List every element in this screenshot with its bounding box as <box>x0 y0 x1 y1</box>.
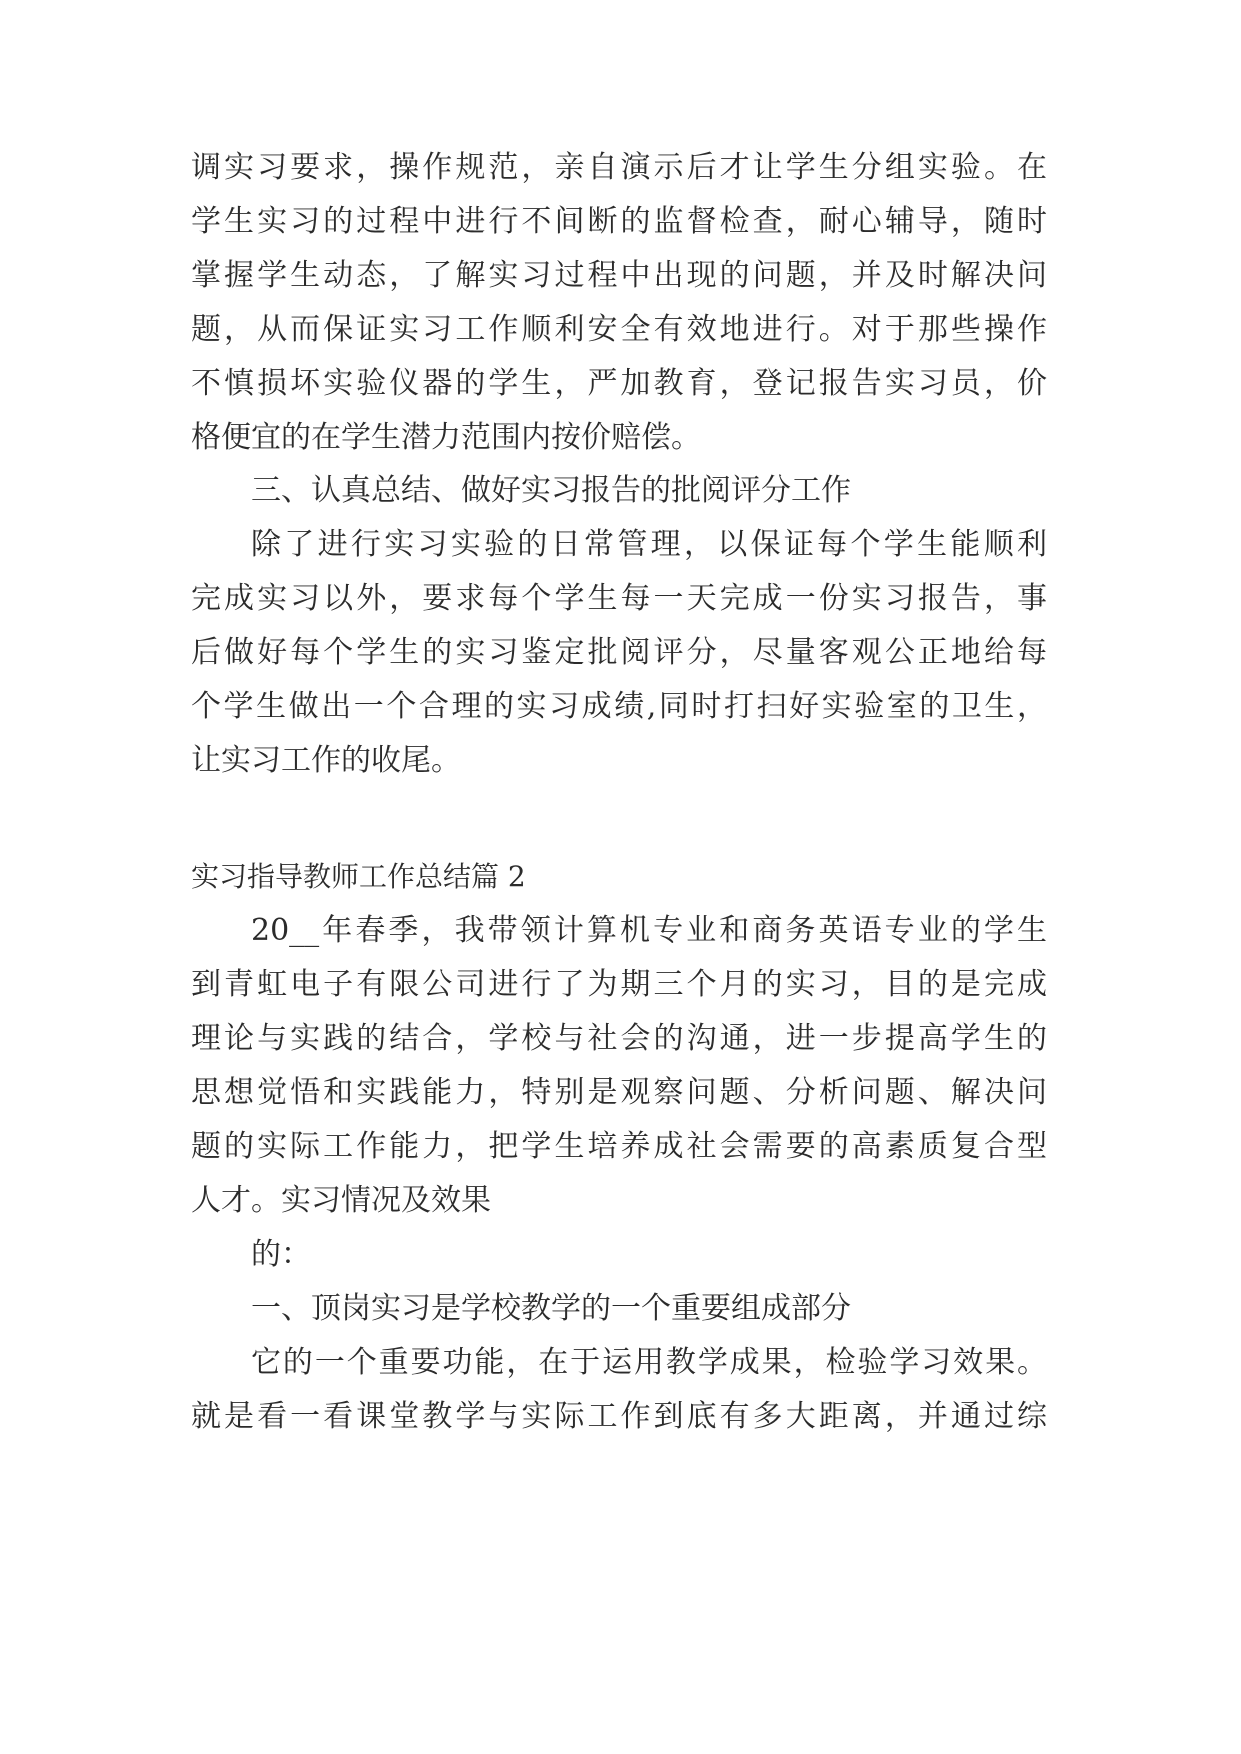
article-title: 实习指导教师工作总结篇 2 <box>191 860 526 893</box>
body-text-line: 后做好每个学生的实习鉴定批阅评分，尽量客观公正地给每 <box>191 635 1047 670</box>
body-text-line: 它的一个重要功能，在于运用教学成果，检验学习效果。 <box>251 1345 1047 1380</box>
body-text-line: 掌握学生动态，了解实习过程中出现的问题，并及时解决问 <box>191 258 1047 293</box>
body-text-line: 就是看一看课堂教学与实际工作到底有多大距离，并通过综 <box>191 1399 1047 1434</box>
body-text-line: 思想觉悟和实践能力，特别是观察问题、分析问题、解决问 <box>191 1075 1047 1110</box>
body-text-line: 到青虹电子有限公司进行了为期三个月的实习，目的是完成 <box>191 967 1047 1002</box>
body-text-line: 题的实际工作能力，把学生培养成社会需要的高素质复合型 <box>191 1129 1047 1164</box>
body-text-line: 20__年春季，我带领计算机专业和商务英语专业的学生 <box>251 913 1047 948</box>
body-text-line: 调实习要求，操作规范，亲自演示后才让学生分组实验。在 <box>191 150 1047 185</box>
body-text-line: 除了进行实习实验的日常管理，以保证每个学生能顺利 <box>251 527 1047 562</box>
body-text-line: 让实习工作的收尾。 <box>191 743 461 778</box>
body-text-line: 题，从而保证实习工作顺利安全有效地进行。对于那些操作 <box>191 312 1047 347</box>
body-text-line: 不慎损坏实验仪器的学生，严加教育，登记报告实习员，价 <box>191 366 1047 401</box>
body-text-line: 格便宜的在学生潜力范围内按价赔偿。 <box>191 420 701 455</box>
body-text-line: 人才。实习情况及效果 <box>191 1183 491 1218</box>
section-heading: 三、认真总结、做好实习报告的批阅评分工作 <box>251 473 851 508</box>
body-text-line: 完成实习以外，要求每个学生每一天完成一份实习报告，事 <box>191 581 1047 616</box>
body-text-line: 理论与实践的结合，学校与社会的沟通，进一步提高学生的 <box>191 1021 1047 1056</box>
body-text-line: 学生实习的过程中进行不间断的监督检查，耐心辅导，随时 <box>191 204 1047 239</box>
body-text-line: 个学生做出一个合理的实习成绩,同时打扫好实验室的卫生， <box>191 689 1047 724</box>
body-text-line: 的： <box>251 1237 311 1272</box>
section-heading: 一、顶岗实习是学校教学的一个重要组成部分 <box>251 1291 851 1326</box>
